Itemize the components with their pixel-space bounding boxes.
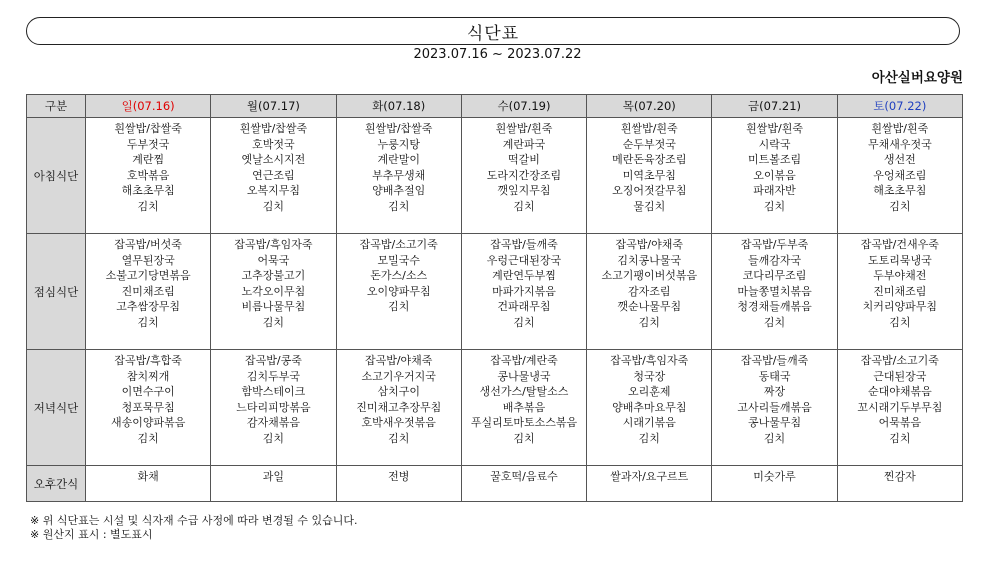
dish-item: 소고기우거지국 [361, 369, 436, 383]
dish-item: 파래자반 [753, 184, 796, 198]
menu-cell [587, 234, 712, 350]
notes [30, 514, 357, 542]
meal-row-breakfast [27, 118, 963, 234]
dish-item: 잡곡밥/들깨죽 [740, 354, 809, 367]
dish-item: 김치 [262, 315, 285, 329]
menu-cell [712, 350, 837, 466]
menu-cell [461, 118, 586, 234]
dish-item: 부추무생채 [372, 168, 426, 182]
dish-item: 김치 [513, 199, 535, 213]
day-header-thu: 목(07.20) [587, 95, 712, 118]
menu-cell [712, 118, 837, 234]
menu-cell [86, 118, 211, 234]
dish-item: 진미채조림 [121, 284, 175, 298]
dish-item: 김치 [137, 431, 159, 445]
menu-cell [211, 350, 336, 466]
dish-item: 배추볶음 [502, 400, 546, 414]
dish-item: 잡곡밥/야채죽 [615, 238, 683, 251]
dish-item: 흰쌀밥/흰죽 [495, 122, 553, 135]
dish-item: 마파가지볶음 [492, 284, 556, 298]
dish-item: 우렁근대된장국 [486, 253, 562, 267]
menu-cell [837, 234, 962, 350]
menu-period: 2023.07.16 ~ 2023.07.22 [413, 47, 582, 62]
dish-item: 김치 [513, 315, 535, 329]
dish-item: 고사리들깨볶음 [737, 400, 812, 414]
dish-item: 진미채조림 [873, 284, 927, 298]
dish-item: 김치 [388, 431, 410, 445]
dish-item: 순두부젓국 [622, 137, 676, 151]
dish-item: 오이양파무침 [366, 284, 431, 298]
dish-item: 흰쌀밥/흰죽 [746, 122, 803, 135]
meal-row-snack [27, 466, 963, 502]
dish-item: 두부젓국 [126, 137, 170, 151]
dish-item: 코다리무조림 [742, 269, 807, 283]
dish-item: 비름나물무침 [241, 300, 306, 314]
menu-cell [86, 350, 211, 466]
dish-item: 흰쌀밥/찹쌀죽 [114, 122, 182, 135]
menu-cell [336, 118, 461, 234]
day-header-tue: 화(07.18) [336, 95, 461, 118]
snack-cell: 전병 [336, 466, 461, 502]
dish-item: 잡곡밥/버섯죽 [114, 238, 182, 251]
dish-item: 함박스테이크 [241, 385, 306, 399]
dish-item: 도토리묵냉국 [867, 253, 932, 267]
dish-item: 모밀국수 [377, 253, 420, 267]
dish-item: 잡곡밥/야채죽 [364, 354, 433, 367]
dish-item: 오복지무침 [246, 184, 300, 198]
dish-item: 깻잎지무침 [497, 184, 551, 198]
dish-item: 꼬시래기두부무침 [857, 400, 943, 414]
dish-item: 건파래무침 [497, 300, 551, 314]
menu-cell [712, 234, 837, 350]
dish-item: 참치찌개 [126, 369, 170, 383]
note-origin: ※ 원산지 표시 : 별도표시 [30, 528, 153, 541]
menu-cell [587, 118, 712, 234]
meal-label-lunch: 점심식단 [27, 234, 86, 350]
dish-item: 김치 [763, 199, 786, 213]
dish-item: 잡곡밥/건새우죽 [860, 238, 939, 251]
header-row [27, 95, 963, 118]
page-title: 식단표 [466, 23, 520, 44]
dish-item: 김치 [763, 315, 786, 329]
dish-item: 김치 [889, 315, 911, 329]
dish-item: 순대야채볶음 [867, 385, 932, 399]
dish-item: 열무된장국 [121, 253, 175, 267]
snack-cell: 꿀호떡/음료수 [461, 466, 586, 502]
dish-item: 떡갈비 [508, 153, 540, 167]
dish-item: 어묵국 [257, 253, 290, 267]
menu-cell [461, 234, 586, 350]
dish-item: 삼치구이 [377, 385, 420, 399]
dish-item: 잡곡밥/계란죽 [490, 354, 558, 367]
dish-item: 두부야채전 [873, 269, 927, 283]
dish-item: 근대된장국 [873, 369, 927, 383]
dish-item: 생선전 [883, 153, 916, 167]
snack-cell: 화채 [86, 466, 211, 502]
dish-item: 김치 [262, 431, 285, 445]
dish-item: 콩나물무침 [747, 416, 802, 430]
dish-item: 잡곡밥/흑임자죽 [234, 238, 313, 251]
dish-item: 흰쌀밥/찹쌀죽 [239, 122, 308, 135]
dish-item: 물김치 [633, 199, 666, 213]
dish-item: 김치두부국 [246, 369, 300, 383]
menu-cell [211, 234, 336, 350]
snack-cell: 과일 [211, 466, 336, 502]
dish-item: 잡곡밥/흑합죽 [114, 354, 182, 367]
day-header-wed: 수(07.19) [461, 95, 586, 118]
dish-item: 흰쌀밥/흰죽 [871, 122, 929, 135]
snack-cell: 미숫가루 [712, 466, 837, 502]
dish-item: 해초초무침 [873, 184, 927, 198]
dish-item: 청국장 [633, 369, 666, 383]
dish-item: 콩나물냉국 [497, 369, 551, 383]
category-header: 구분 [27, 95, 86, 118]
dish-item: 미역초무침 [622, 168, 676, 182]
dish-item: 김치 [638, 431, 660, 445]
dish-item: 감자채볶음 [246, 416, 300, 430]
dish-item: 김치 [388, 199, 410, 213]
dish-item: 계란파국 [502, 137, 546, 151]
snack-cell: 쌀과자/요구르트 [587, 466, 712, 502]
dish-item: 들깨감자국 [747, 253, 802, 267]
day-header-fri: 금(07.21) [712, 95, 837, 118]
dish-item: 도라지간장조림 [486, 168, 562, 182]
menu-cell [837, 118, 962, 234]
menu-cell [336, 234, 461, 350]
dish-item: 계란찜 [132, 153, 165, 167]
menu-cell [837, 350, 962, 466]
dish-item: 오이볶음 [753, 168, 796, 182]
dish-item: 호박새우젓볶음 [361, 416, 436, 430]
dish-item: 흰쌀밥/찹쌀죽 [364, 122, 433, 135]
dish-item: 생선가스/탈탈소스 [479, 385, 569, 399]
day-header-sun: 일(07.16) [86, 95, 211, 118]
menu-table [26, 94, 963, 502]
note-schedule-change: ※ 위 식단표는 시설 및 식자재 수급 사정에 따라 변경될 수 있습니다. [30, 514, 358, 527]
menu-cell [86, 234, 211, 350]
dish-item: 청경채들깨볶음 [737, 300, 812, 314]
dish-item: 무채새우젓국 [867, 137, 932, 151]
dish-item: 동태국 [758, 369, 791, 383]
dish-item: 느타리피망볶음 [236, 400, 311, 414]
dish-item: 돈가스/소스 [370, 269, 428, 283]
dish-item: 김치콩나물국 [617, 253, 682, 267]
dish-item: 김치 [889, 199, 911, 213]
dish-item: 새송이양파볶음 [110, 416, 186, 430]
dish-item: 잡곡밥/콩죽 [245, 354, 302, 367]
dish-item: 이면수구이 [121, 385, 175, 399]
menu-cell [461, 350, 586, 466]
meal-label-snack: 오후간식 [27, 466, 86, 502]
dish-item: 김치 [262, 199, 285, 213]
dish-item: 잡곡밥/소고기죽 [359, 238, 438, 251]
dish-item: 소불고기당면볶음 [105, 269, 191, 283]
dish-item: 고추쌈장무침 [116, 300, 181, 314]
dish-item: 잡곡밥/두부죽 [740, 238, 809, 251]
dish-item: 김치 [513, 431, 535, 445]
dish-item: 오리훈제 [628, 385, 671, 399]
menu-cell [587, 350, 712, 466]
dish-item: 김치 [137, 315, 159, 329]
dish-item: 오징어젓갈무침 [612, 184, 687, 198]
dish-item: 잡곡밥/흑임자죽 [610, 354, 689, 367]
menu-cell [211, 118, 336, 234]
dish-item: 옛날소시지전 [241, 153, 306, 167]
dish-item: 시락국 [758, 137, 791, 151]
snack-cell: 찐감자 [837, 466, 962, 502]
day-header-mon: 월(07.17) [211, 95, 336, 118]
facility-name: 아산실버요양원 [871, 70, 963, 86]
dish-item: 치커리양파무침 [862, 300, 938, 314]
dish-item: 어묵볶음 [878, 416, 922, 430]
dish-item: 감자조림 [628, 284, 671, 298]
dish-item: 호박젓국 [252, 137, 295, 151]
dish-item: 김치 [638, 315, 660, 329]
dish-item: 김치 [889, 431, 911, 445]
dish-item: 김치 [137, 199, 159, 213]
dish-item: 호박볶음 [126, 168, 170, 182]
meal-label-breakfast: 아침식단 [27, 118, 86, 234]
menu-cell [336, 350, 461, 466]
meal-row-lunch [27, 234, 963, 350]
meal-row-dinner [27, 350, 963, 466]
dish-item: 메란돈육장조림 [612, 153, 687, 167]
dish-item: 짜장 [763, 385, 786, 399]
dish-item: 해초초무침 [121, 184, 175, 198]
dish-item: 마늘쫑멸치볶음 [737, 284, 812, 298]
dish-item: 시래기볶음 [622, 416, 676, 430]
day-header-sat: 토(07.22) [837, 95, 962, 118]
dish-item: 흰쌀밥/흰죽 [620, 122, 678, 135]
dish-item: 누룽지탕 [377, 137, 420, 151]
dish-item: 고추장불고기 [241, 269, 306, 283]
dish-item: 연근조림 [252, 168, 295, 182]
dish-item: 깻순나물무침 [617, 300, 682, 314]
dish-item: 양배추절임 [372, 184, 426, 198]
dish-item: 푸실리토마토소스볶음 [470, 416, 578, 430]
dish-item: 잡곡밥/들깨죽 [490, 238, 558, 251]
dish-item: 소고기팽이버섯볶음 [601, 269, 698, 283]
dish-item: 계란말이 [377, 153, 420, 167]
dish-item: 우엉채조림 [873, 168, 927, 182]
dish-item: 계란연두부찜 [492, 269, 556, 283]
dish-item: 김치 [388, 300, 410, 314]
dish-item: 진미채고추장무침 [356, 400, 442, 414]
meal-label-dinner: 저녁식단 [27, 350, 86, 466]
dish-item: 청포묵무침 [121, 400, 175, 414]
dish-item: 노각오이무침 [241, 284, 306, 298]
title-box [26, 17, 960, 45]
dish-item: 양배추마요무침 [612, 400, 687, 414]
dish-item: 김치 [763, 431, 786, 445]
dish-item: 잡곡밥/소고기죽 [860, 354, 939, 367]
dish-item: 미트볼조림 [747, 153, 802, 167]
